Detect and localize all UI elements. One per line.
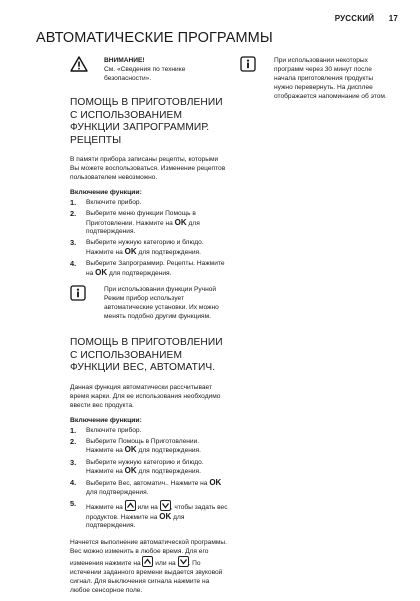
step-text: или на [135,503,160,511]
step-number: 1. [70,425,77,435]
header-language: РУССКИЙ [334,14,375,23]
info-text: При использовании некоторых программ через 30 минут после начала приготовления продукты нужно перевернуть. На дисплее отображается напоминание об этом. [274,57,387,100]
arrow-up-icon [142,556,153,567]
ok-key: OK [124,466,137,476]
info-note-right [240,56,390,101]
info-note [70,285,228,321]
ok-key: OK [95,267,108,277]
arrow-up-icon [125,500,136,511]
warning-text: См. «Сведения по технике безопасности». [104,66,186,82]
info-icon [240,56,256,75]
step-text: для подтверждения. [107,269,172,277]
list-item [70,210,228,237]
section2-intro: Данная функция автоматически рассчитывает время жарки. Для ее использования необходимо ввести вес продукта. [70,383,221,409]
step-text: Выберите нужную категорию и блюдо. Нажмите на [86,239,204,256]
ok-key: OK [124,246,137,256]
left-column [70,56,228,601]
list-item [70,459,228,477]
step-text: для подтверждения. [136,468,201,476]
warning-triangle-icon [70,56,88,75]
list-item [70,199,228,208]
step-text: Нажмите на [86,503,125,511]
section2-steps [70,427,228,531]
step-text: для подтверждения. [86,219,200,236]
step-text: Выберите Запрограммир. Рецепты. Нажмите на [86,260,225,277]
step-number: 2. [70,436,77,446]
info-text: При использовании функции Ручной Режим прибор использует автоматические установки. Их можно менять подобно другим функциям. [104,286,219,321]
step-text: Выберите нужную категорию и блюдо. Нажмите на [86,458,204,476]
ok-key: OK [159,511,172,521]
step-number: 4. [70,259,77,269]
warning-heading: ВНИМАНИЕ! [104,57,145,64]
outro-text: или на [153,559,178,567]
info-icon [70,285,86,304]
step-text: Выберите Помощь в Приготовлении. Нажмите на [86,437,200,455]
step-number: 1. [70,198,77,207]
step-number: 3. [70,238,77,248]
outro-text: Начнется выполнение автоматической программы. Вес можно изменить в любое время. Для его изменения нажмите на [70,538,227,567]
list-item [70,260,228,278]
list-item [70,500,228,531]
section1-intro: В памяти прибора записаны рецепты, которыми Вы можете воспользоваться. Изменение рецептов пользователем невозможно. [70,156,226,181]
step-text: для подтверждения. [136,248,201,256]
step-number: 4. [70,478,77,488]
step-text: для подтверждения. [86,488,149,496]
step-number: 5. [70,498,77,508]
section2-steps-label: Включение функции: [70,416,142,424]
step-text: , чтобы задать вес продуктов. Нажмите на [86,503,228,521]
ok-key: OK [174,217,187,227]
section1-steps-label: Включение функции: [70,189,142,196]
list-item [70,438,228,456]
arrow-down-icon [160,500,171,511]
section1-steps [70,199,228,278]
step-text: Выберите меню функции Помощь в Приготовлении. Нажмите на [86,210,196,227]
outro-text: . По истечении заданного времени выдается звуковой сигнал. Для выключения сигнала нажмите на любое сенсорное поле. [70,559,223,594]
page-title: АВТОМАТИЧЕСКИЕ ПРОГРАММЫ [36,30,273,46]
list-item [70,479,228,497]
page-number: 17 [388,14,398,23]
step-number: 2. [70,209,77,219]
warning-note [70,56,228,83]
section1-heading: ПОМОЩЬ В ПРИГОТОВЛЕНИИ С ИСПОЛЬЗОВАНИЕМ ФУНКЦИИ ЗАПРОГРАММИР. РЕЦЕПТЫ [70,97,223,146]
step-number: 3. [70,457,77,467]
step-text: Включите прибор. [86,199,142,206]
arrow-down-icon [178,556,189,567]
ok-key: OK [124,445,137,455]
section2-outro [70,538,228,595]
step-text: для подтверждения. [136,447,201,455]
right-column [240,56,390,115]
section2-heading: ПОМОЩЬ В ПРИГОТОВЛЕНИИ С ИСПОЛЬЗОВАНИЕМ ФУНКЦИИ ВЕС, АВТОМАТИЧ. [70,337,223,374]
step-text: Включите прибор. [86,426,142,434]
step-text: для подтверждения. [86,513,185,530]
ok-key: OK [209,478,222,488]
page-header [323,14,398,23]
list-item [70,239,228,257]
step-text: Выберите Вес, автоматич.. Нажмите на [86,480,210,488]
list-item [70,427,228,436]
